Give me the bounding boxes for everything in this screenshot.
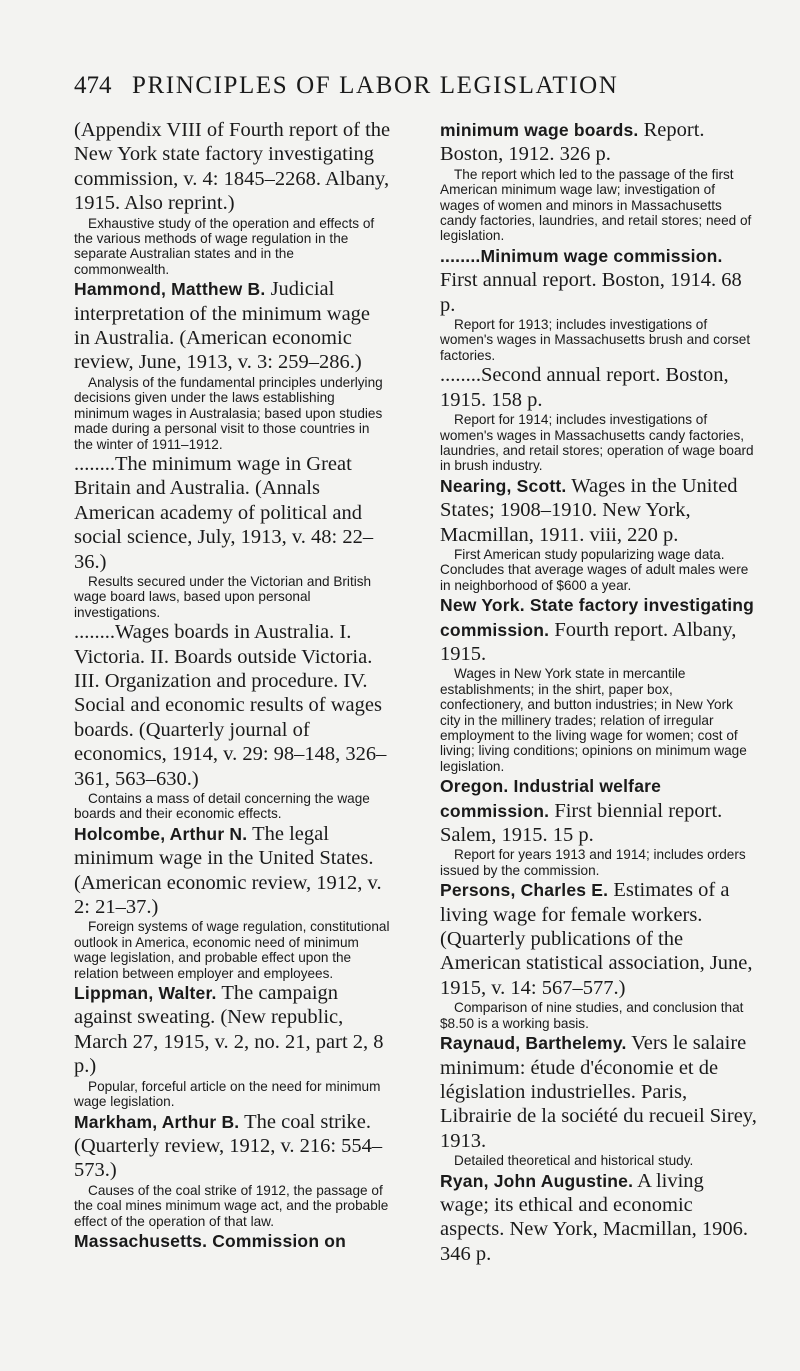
entry-author: Ryan, John Augustine. [440,1170,634,1191]
entry-author: minimum wage boards. [440,120,639,140]
entry-author: Hammond, Matthew B. [74,279,266,300]
bibliography-entry [440,118,757,244]
entry-annotation: Report for 1913; includes investigations of women's wages in Massachusetts brush and corset factories. [440,317,751,363]
entry-citation: First annual report. Boston, 1914. 68 p. [440,269,742,316]
entry-citation: Fourth report. Albany, 1915. [440,618,737,665]
bibliography-entry [440,593,757,774]
entry-citation: ........The minimum wage in Great Britain and Australia. (Annals American academy of political and social science, July, 1913, v. 48: 22–36.) [74,452,374,573]
entry-author: ........Minimum wage commission. [440,245,723,266]
bibliography-entry [440,1031,757,1168]
entry-citation: Wages in the United States; 1908–1910. New York, Macmillan, 1911. viii, 220 p. [440,474,738,546]
entry-citation: (Appendix VIII of Fourth report of the New York state factory investigating commission, v. 4: 1845–2268. Albany, 1915. Also reprint.) [74,119,391,215]
bibliography-entry [74,277,391,452]
entry-author: Lippman, Walter. [74,983,217,1004]
bibliography-entry [440,878,757,1031]
entry-author: New York. State factory investigating commission. [440,595,755,640]
entry-annotation: First American study popularizing wage data. Concludes that average wages of adult males were in neighborhood of $600 a year. [440,546,749,593]
entry-annotation: Results secured under the Victorian and British wage board laws, based upon personal investigations. [74,573,372,620]
bibliography-entry [440,363,757,473]
entry-annotation: Analysis of the fundamental principles underlying decisions given under the laws establishing minimum wages in Australasia; based upon studies made during a personal visit to those countries in the winter of 1911–1912. [74,374,383,452]
entry-author: Markham, Arthur B. [74,1111,240,1132]
entry-author: Nearing, Scott. [440,475,567,496]
bibliography-entry [74,981,391,1109]
entry-annotation: Contains a mass of detail concerning the wage boards and their economic effects. [74,791,370,822]
entry-annotation: Causes of the coal strike of 1912, the passage of the coal mines minimum wage act, and the probable effect of the operation of that law. [74,1182,389,1229]
entry-annotation: Report for 1914; includes investigations of women's wages in Massachusetts candy factories, laundries, and retail stores; operation of wage board in brush industry. [440,412,754,474]
entry-annotation: Popular, forceful article on the need for minimum wage legislation. [74,1078,381,1110]
entry-annotation: Foreign systems of wage regulation, constitutional outlook in America, economic need of minimum wage legislation, and probable effect upon the relation between employer and employees. [74,919,390,981]
right-column [440,118,757,1266]
bibliography-entry [74,822,391,981]
bibliography-entry [440,1169,757,1267]
entry-author: Raynaud, Barthelemy. [440,1033,627,1054]
entry-annotation: Report for years 1913 and 1914; includes orders issued by the commission. [440,847,746,878]
entry-citation: Judicial interpretation of the minimum wage in Australia. (American economic review, June, 1913, v. 3: 259–286.) [74,278,371,374]
bibliography-entry [74,1110,391,1229]
entry-annotation: Exhaustive study of the operation and effects of the various methods of wage regulation in the separate Australian states and in the commonwealth. [74,215,375,277]
left-column [74,118,391,1253]
entry-author: Holcombe, Arthur N. [74,823,248,844]
running-head: PRINCIPLES OF LABOR LEGISLATION [132,72,619,99]
bibliography-entry [74,452,391,620]
entry-citation: A living wage; its ethical and economic aspects. New York, Macmillan, 1906. 346 p. [440,1169,749,1265]
bibliography-entry [74,1229,391,1253]
page-header [74,72,754,112]
entry-citation: The coal strike. (Quarterly review, 1912, v. 216: 554–573.) [74,1110,383,1182]
entry-citation: The campaign against sweating. (New republic, March 27, 1915, v. 2, no. 21, part 2, 8 p.) [74,982,384,1078]
entry-author: Massachusetts. Commission on [74,1230,347,1251]
entry-citation: First biennial report. Salem, 1915. 15 p. [440,799,723,847]
bibliography-entry [74,118,391,277]
entry-citation: Report. Boston, 1912. 326 p. [440,119,705,166]
entry-author: Persons, Charles E. [440,880,609,901]
entry-citation: Vers le salaire minimum: étude d'économie et de législation industrielles. Paris, Librairie de la société du recueil Sirey, 1913. [440,1032,757,1152]
entry-annotation: Detailed theoretical and historical study. [454,1153,694,1169]
entry-annotation: Wages in New York state in mercantile establishments; in the shirt, paper box, confectionery, and button industries; in New York city in the millinery trades; relation of irregular employment to the living wage for women; cost of living; living conditions; opinions on minimum wage legislation. [440,666,747,774]
entry-author: Oregon. Industrial welfare commission. [440,776,662,821]
entry-citation: The legal minimum wage in the United States. (American economic review, 1912, v. 2: 21–37.) [74,822,382,919]
bibliography-entry [440,774,757,878]
bibliography-entry [440,474,757,593]
page-number: 474 [74,72,112,99]
entry-citation: ........Second annual report. Boston, 1915. 158 p. [440,364,729,411]
bibliography-entry [440,244,757,363]
entry-citation: ........Wages boards in Australia. I. Victoria. II. Boards outside Victoria. III. Organization and procedure. IV. Social and economic results of wages boards. (Quarterly journal of economics, 1914, v. 29: 98–148, 326–361, 563–630.) [74,621,387,790]
entry-annotation: Comparison of nine studies, and conclusion that $8.50 is a working basis. [440,1000,744,1031]
entry-citation: Estimates of a living wage for female workers. (Quarterly publications of the American statistical association, June, 1915, v. 14: 567–577.) [440,879,753,999]
bibliography-entry [74,620,391,822]
entry-annotation: The report which led to the passage of the first American minimum wage law; investigation of wages of women and minors in Massachusetts candy factories, laundries, and retail stores; need of legislation. [440,166,752,244]
